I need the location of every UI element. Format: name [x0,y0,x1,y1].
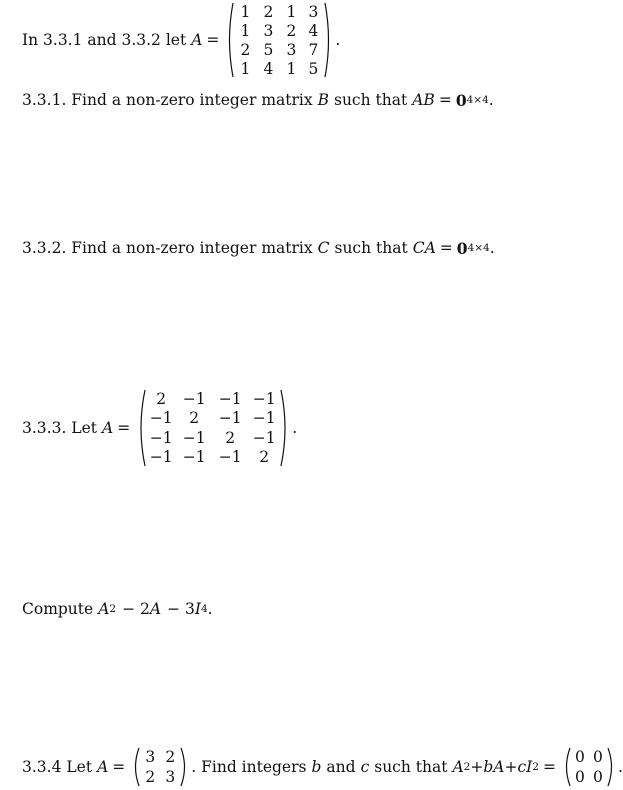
equals-sign: = [438,91,452,109]
matrix-entry: 0 [593,768,603,786]
zero-matrix-symbol: 0 [456,238,468,258]
identity-I: I [194,600,201,618]
matrix-entry: 2 [225,428,236,447]
matrix-entry: 2 [286,21,297,40]
matrix-var: A [102,419,114,437]
matrix-var: A [191,31,203,49]
matrix-entry: −1 [252,428,276,447]
period: . [488,91,494,109]
compute-line: Compute A 2 − 2 A − 3 I 4 . [22,600,213,618]
equals-sign: = [112,758,126,776]
matrix-entry: 5 [263,40,274,59]
expr-A: A [452,758,464,776]
right-paren [180,747,188,787]
product-CA: CA [412,239,436,257]
matrix-entry: 0 [575,768,585,786]
question-3-3-3 [22,388,297,468]
equals-sign: = [439,239,453,257]
matrix-entry: −1 [182,448,206,467]
matrix-A-4x4 [226,2,332,78]
matrix-entry: 2 [259,448,270,467]
expr-cI: cI [517,758,533,776]
matrix-entry: 1 [286,59,297,78]
matrix-entry: 1 [286,2,297,21]
matrix-entries [140,747,180,787]
such-that: such that [374,758,448,776]
question-label: 3.3.4 Let [22,758,93,776]
var-c: c [360,758,370,776]
question-label: 3.3.3. Let [22,419,97,437]
minus-three: − 3 [167,600,195,618]
question-3-3-2: 3.3.2. Find a non-zero integer matrix C such that CA = 0 4×4 . [22,238,495,258]
matrix-entry: −1 [218,389,242,408]
matrix-entry: 5 [308,59,319,78]
matrix-entry: −1 [252,389,276,408]
period: . [207,600,213,618]
matrix-entry: 0 [593,748,603,766]
product-AB: AB [412,91,435,109]
plus-sign: + [504,758,518,776]
var-b: b [311,758,322,776]
var-C: C [317,239,330,257]
right-paren [324,2,332,78]
matrix-entry: −1 [149,448,173,467]
matrix-entry: −1 [182,428,206,447]
compute-text: Compute [22,600,94,618]
such-that: such that [334,91,408,109]
matrix-entry: 1 [240,59,251,78]
period: . [292,419,298,437]
equals-sign: = [117,419,131,437]
question-text: 3.3.1. Find a non-zero integer matrix [22,91,313,109]
zero-matrix-2x2 [563,747,615,787]
var-A: A [98,600,110,618]
matrix-entry: −1 [252,409,276,428]
matrix-entry: 1 [240,2,251,21]
matrix-A-2x2 [132,747,188,787]
var-B: B [317,91,329,109]
matrix-entry: 3 [286,40,297,59]
right-paren [607,747,615,787]
left-paren [226,2,234,78]
left-paren [132,747,140,787]
matrix-A-4x4 [137,389,289,467]
left-paren [137,389,146,467]
right-paren [280,389,289,467]
period: . [489,239,495,257]
equals-sign: = [206,31,220,49]
such-that: such that [334,239,408,257]
matrix-entry: 1 [240,21,251,40]
matrix-entry: 3 [145,748,156,766]
question-3-3-1: 3.3.1. Find a non-zero integer matrix B such that AB = 0 4×4 . [22,90,494,110]
expr-bA: bA [483,758,505,776]
matrix-entry: −1 [218,448,242,467]
matrix-entry: 3 [308,2,319,21]
matrix-entry: 2 [240,40,251,59]
matrix-entry: 7 [308,40,319,59]
matrix-entry: 3 [165,768,176,786]
period: . [335,31,341,49]
matrix-entry: 2 [165,748,176,766]
minus-two: − 2 [122,600,150,618]
matrix-entry: 4 [263,59,274,78]
zero-matrix-symbol: 0 [455,90,467,110]
find-text: . Find integers [191,758,307,776]
matrix-var: A [97,758,109,776]
matrix-entry: 3 [263,21,274,40]
matrix-entries [146,389,280,467]
matrix-entry: 4 [308,21,319,40]
and-text: and [326,758,356,776]
question-text: 3.3.2. Find a non-zero integer matrix [22,239,313,257]
matrix-entry: −1 [218,409,242,428]
var-A: A [149,600,162,618]
plus-sign: + [470,758,484,776]
matrix-entries [571,747,607,787]
matrix-entry: 2 [263,2,274,21]
intro-line [22,0,340,80]
matrix-entry: 2 [145,768,156,786]
left-paren [563,747,571,787]
matrix-entry: −1 [149,409,173,428]
matrix-entry: −1 [149,428,173,447]
intro-text: In 3.3.1 and 3.3.2 let [22,31,187,49]
matrix-entry: 0 [575,748,585,766]
matrix-entry: 2 [156,389,167,408]
matrix-entries [234,2,324,78]
period: . [617,758,623,776]
matrix-entry: −1 [182,389,206,408]
matrix-entry: 2 [189,409,200,428]
question-3-3-4: 3.3.4 Let A = 3 2 2 3 . Find integers b and c such that A 2 + bA + cI 2 = 0 0 0 0 . [22,748,623,786]
equals-sign: = [542,758,556,776]
